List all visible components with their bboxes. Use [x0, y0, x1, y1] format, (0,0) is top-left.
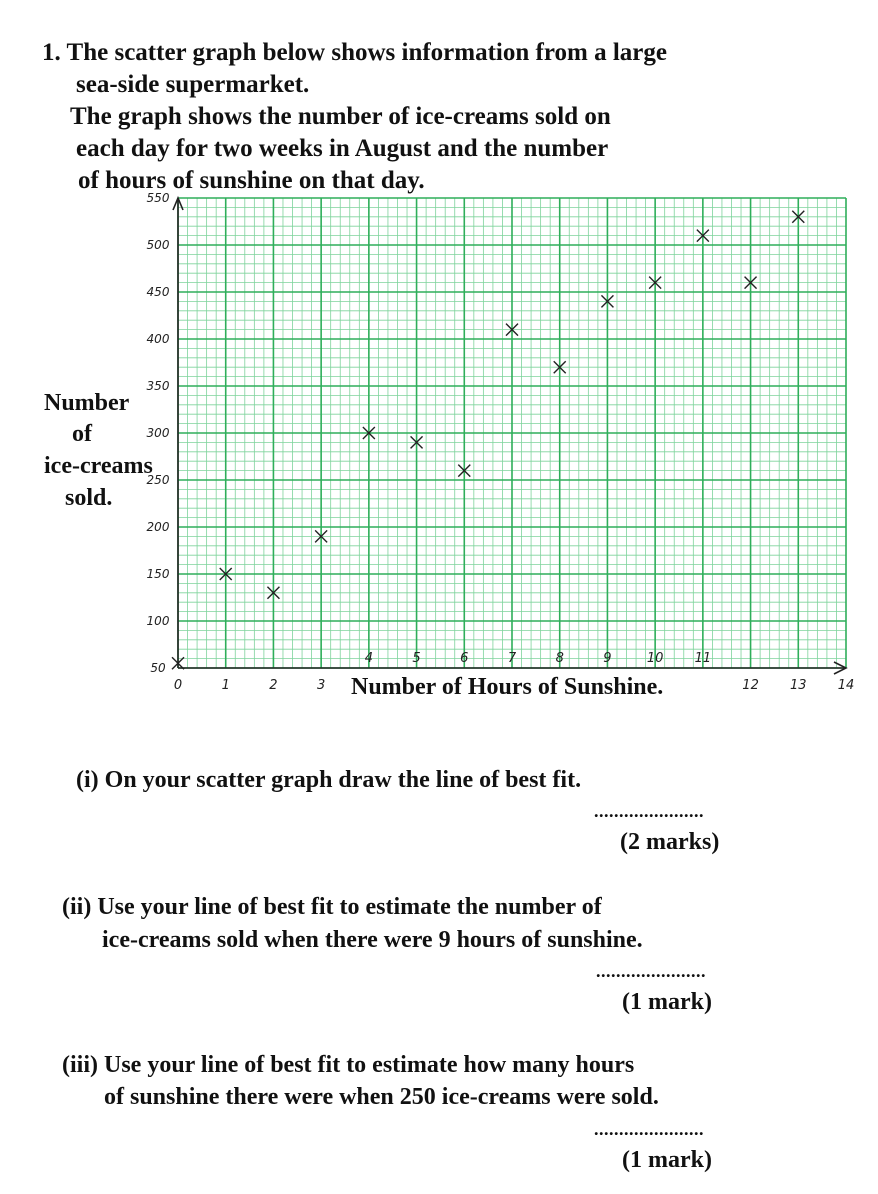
- y-axis-label-line-3: ice-creams: [44, 453, 153, 479]
- y-axis-label-line-2: of: [72, 421, 92, 447]
- x-axis-label: Number of Hours of Sunshine.: [351, 674, 664, 700]
- y-axis-label-line-1: Number: [44, 390, 130, 416]
- x-tick-label: 1: [221, 678, 230, 693]
- question-i-answer-line[interactable]: ......................: [594, 801, 704, 821]
- question-iii-answer-line[interactable]: ......................: [594, 1119, 704, 1139]
- y-tick-label: 200: [146, 520, 170, 534]
- x-tick-label: 9: [603, 651, 612, 666]
- y-tick-label: 400: [146, 332, 170, 346]
- x-tick-label: 14: [837, 678, 855, 693]
- y-tick-label: 450: [146, 285, 170, 299]
- x-tick-label: 13: [790, 678, 807, 693]
- question-intro-line-1: 1. The scatter graph below shows information from a large: [42, 39, 667, 66]
- question-iii-marks: (1 mark): [622, 1147, 712, 1173]
- y-tick-label: 300: [146, 426, 170, 440]
- question-intro-line-2: sea-side supermarket.: [76, 71, 310, 98]
- x-tick-label: 5: [412, 651, 421, 666]
- question-intro-line-3: The graph shows the number of ice-creams sold on: [70, 103, 611, 130]
- question-i-marks: (2 marks): [620, 829, 720, 855]
- x-tick-label: 4: [364, 651, 373, 666]
- x-tick-label: 2: [269, 678, 278, 693]
- y-tick-label: 550: [146, 191, 170, 205]
- x-tick-label: 10: [646, 651, 664, 666]
- question-iii-line-1: (iii) Use your line of best fit to estimate how many hours: [62, 1052, 635, 1078]
- x-tick-label: 3: [317, 678, 326, 693]
- question-ii-line-2: ice-creams sold when there were 9 hours of sunshine.: [102, 927, 643, 953]
- x-tick-label: 6: [460, 651, 469, 666]
- question-ii-answer-line[interactable]: ......................: [596, 961, 706, 981]
- y-tick-label: 150: [146, 567, 170, 581]
- y-tick-label: 500: [146, 238, 170, 252]
- y-axis-label-line-4: sold.: [65, 485, 113, 511]
- question-iii-line-2: of sunshine there were when 250 ice-creams were sold.: [104, 1084, 659, 1110]
- x-tick-label: 0: [173, 678, 183, 693]
- x-tick-label: 12: [742, 678, 759, 693]
- x-tick-label: 8: [555, 651, 564, 666]
- data-points: [172, 211, 804, 670]
- question-i-text: (i) On your scatter graph draw the line of best fit.: [76, 767, 582, 793]
- y-tick-label: 100: [146, 614, 170, 628]
- y-tick-label: 250: [146, 473, 170, 487]
- question-intro-line-4: each day for two weeks in August and the number: [76, 135, 609, 162]
- y-tick-label: 50: [150, 661, 166, 675]
- x-tick-label: 7: [507, 651, 517, 666]
- x-tick-label: 11: [694, 651, 712, 666]
- question-ii-marks: (1 mark): [622, 989, 712, 1015]
- question-ii-line-1: (ii) Use your line of best fit to estimate the number of: [62, 894, 602, 920]
- y-tick-label: 350: [146, 379, 170, 393]
- question-intro-line-5: of hours of sunshine on that day.: [78, 167, 425, 194]
- y-tick-labels: [147, 191, 170, 675]
